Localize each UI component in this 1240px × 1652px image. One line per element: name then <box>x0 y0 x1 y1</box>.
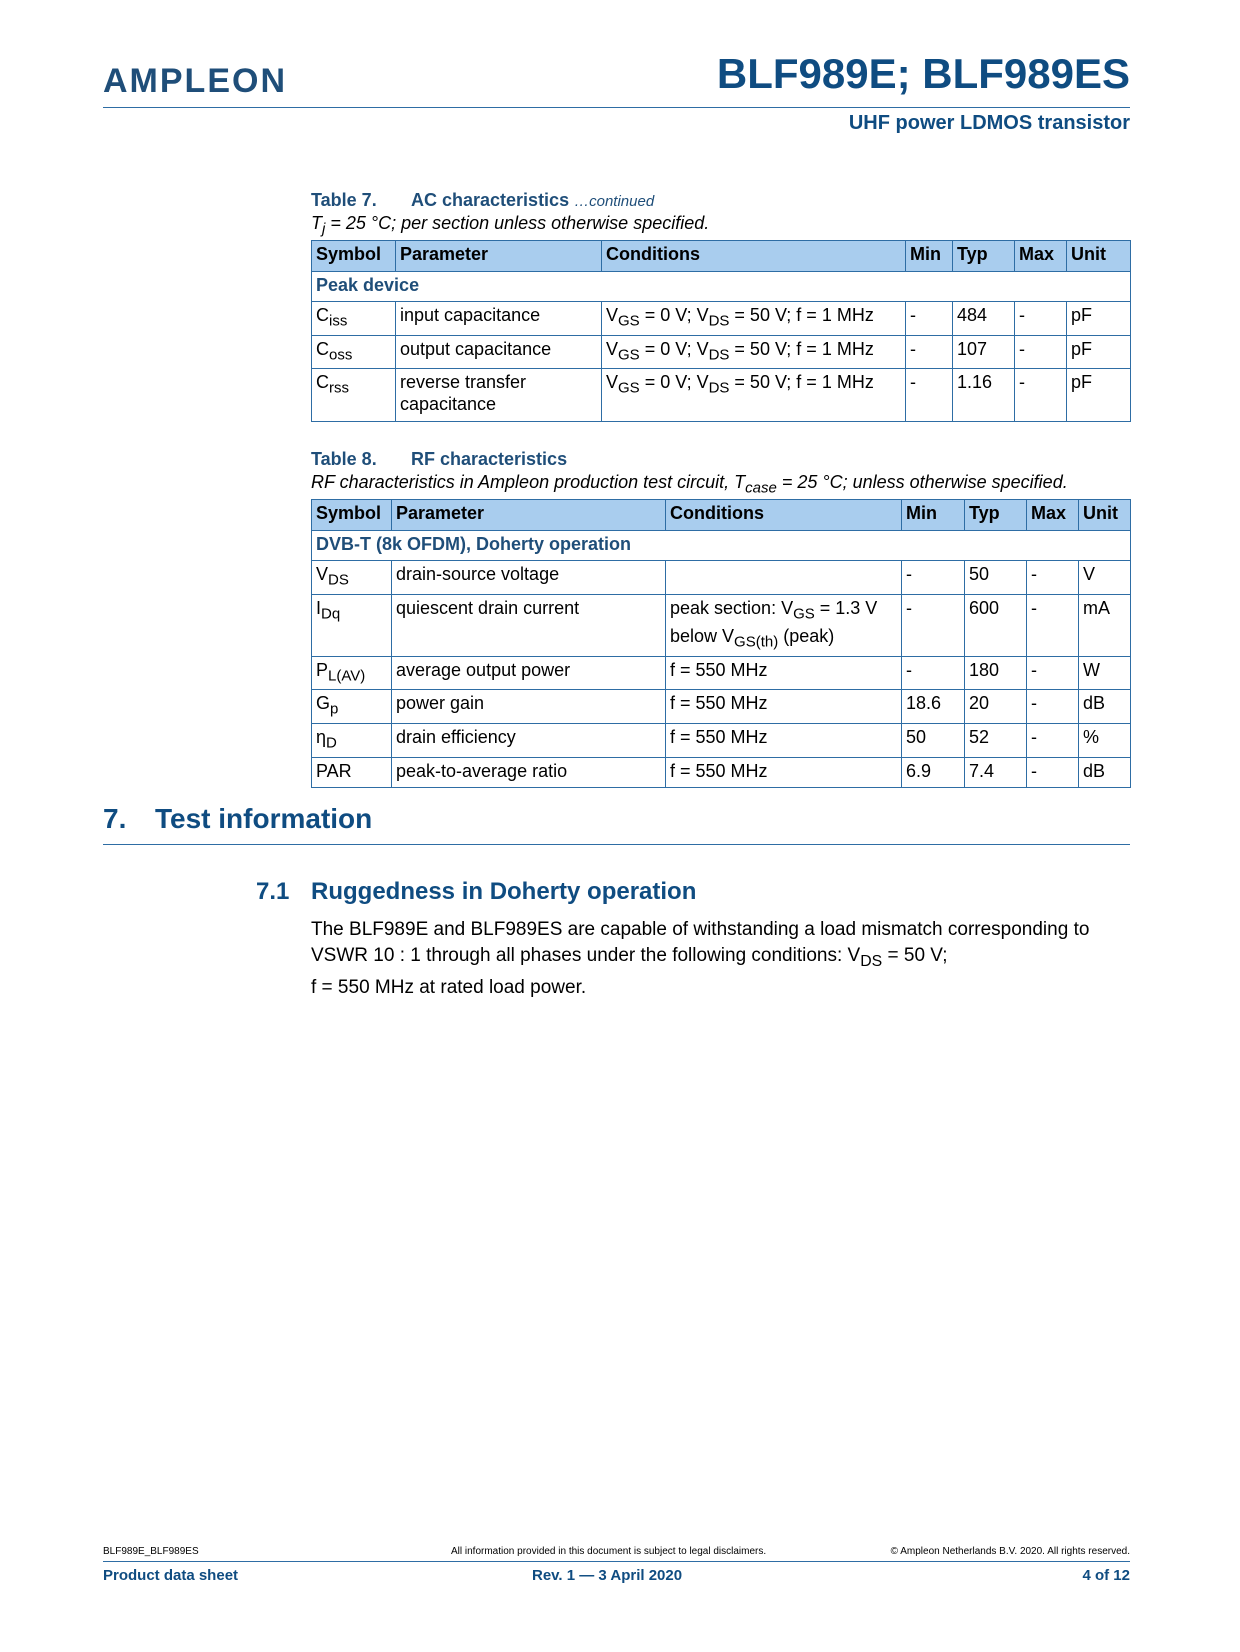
note-subscript: case <box>745 479 777 497</box>
table-header-row <box>312 500 1131 531</box>
header-min: Min <box>902 500 965 531</box>
table7-number: Table 7. <box>311 190 377 210</box>
note-text: = 25 °C; per section unless otherwise specified. <box>325 213 710 233</box>
note-text: = 25 °C; unless otherwise specified. <box>776 472 1068 492</box>
cell-symbol: PAR <box>312 757 392 787</box>
cell-max: - <box>1015 302 1067 336</box>
cell-min: - <box>906 335 953 369</box>
header-symbol: Symbol <box>312 500 392 531</box>
table8-title: RF characteristics <box>411 449 568 469</box>
cell-conditions: f = 550 MHz <box>666 723 902 757</box>
table-header-row <box>312 241 1131 272</box>
section-title: Test information <box>155 803 373 834</box>
cell-max: - <box>1015 369 1067 422</box>
cell-conditions: $V_{GS} = 0$ V; $V_{DS} = 50$ V; f = 1 MHz <box>602 369 906 422</box>
cell-max: - <box>1027 561 1079 595</box>
group-peak-device: Peak device <box>312 272 1131 302</box>
cell-typ: 7.4 <box>965 757 1027 787</box>
cell-parameter: drain efficiency <box>392 723 666 757</box>
header-parameter: Parameter <box>396 241 602 272</box>
cell-symbol: $C_{rss}$ <box>312 369 396 422</box>
cell-parameter: quiescent drain current <box>392 594 666 656</box>
subsection-title: Ruggedness in Doherty operation <box>311 878 697 905</box>
cell-typ: 20 <box>965 690 1027 724</box>
header-max: Max <box>1027 500 1079 531</box>
table7-ac-characteristics <box>311 240 1131 422</box>
document-subtitle: UHF power LDMOS transistor <box>848 112 1130 134</box>
footer-revision: Rev. 1 — 3 April 2020 <box>532 1567 683 1584</box>
cell-symbol: $G_p$ <box>312 690 392 724</box>
cell-conditions: $V_{GS} = 0$ V; $V_{DS} = 50$ V; f = 1 MHz <box>602 335 906 369</box>
table7-continued: …continued <box>574 193 655 210</box>
cell-typ: 180 <box>965 656 1027 690</box>
cell-unit: mA <box>1079 594 1131 656</box>
footer-copyright: © Ampleon Netherlands B.V. 2020. All rights reserved. <box>890 1546 1130 1557</box>
header-typ: Typ <box>965 500 1027 531</box>
group-dvbt-doherty: DVB-T (8k OFDM), Doherty operation <box>312 531 1131 561</box>
table-row <box>312 757 1131 787</box>
subsection-heading <box>256 878 696 906</box>
cell-parameter: power gain <box>392 690 666 724</box>
cell-max: - <box>1015 335 1067 369</box>
cell-min: - <box>902 594 965 656</box>
cell-conditions: f = 550 MHz <box>666 656 902 690</box>
cell-max: - <box>1027 757 1079 787</box>
cell-max: - <box>1027 656 1079 690</box>
table8-number: Table 8. <box>311 449 377 469</box>
cell-unit: dB <box>1079 757 1131 787</box>
table-row <box>312 656 1131 690</box>
note-text: RF characteristics in Ampleon production test circuit, T <box>311 472 746 492</box>
cell-parameter: reverse transfer capacitance <box>396 369 602 422</box>
cell-conditions: $V_{GS} = 0$ V; $V_{DS} = 50$ V; f = 1 MHz <box>602 302 906 336</box>
table-group-row <box>312 531 1131 561</box>
cell-conditions: f = 550 MHz <box>666 690 902 724</box>
document-title: BLF989E; BLF989ES <box>716 50 1130 97</box>
cell-typ: 600 <box>965 594 1027 656</box>
cell-conditions: peak section: $V_{GS} = 1.3$ V below $V_{GS(th)}$ (peak) <box>666 594 902 656</box>
table7-title: AC characteristics <box>411 190 570 210</box>
cell-parameter: peak-to-average ratio <box>392 757 666 787</box>
section-divider <box>103 844 1130 845</box>
note-subscript: j <box>322 220 326 238</box>
cell-unit: % <box>1079 723 1131 757</box>
cell-typ: 52 <box>965 723 1027 757</box>
table-row <box>312 369 1131 422</box>
cell-unit: W <box>1079 656 1131 690</box>
paragraph-text: = 50 V; <box>882 945 948 966</box>
footer-doc-type: Product data sheet <box>103 1567 239 1584</box>
header-parameter: Parameter <box>392 500 666 531</box>
table8-rf-characteristics <box>311 499 1131 788</box>
section-number: 7. <box>103 803 127 834</box>
footer-divider <box>103 1561 1130 1562</box>
cell-typ: 1.16 <box>953 369 1015 422</box>
cell-unit: pF <box>1067 369 1131 422</box>
header-typ: Typ <box>953 241 1015 272</box>
subsection-number: 7.1 <box>256 878 290 905</box>
table-row <box>312 690 1131 724</box>
table-row <box>312 723 1131 757</box>
header-divider <box>103 107 1130 108</box>
cell-parameter: output capacitance <box>396 335 602 369</box>
table7-caption <box>311 190 654 211</box>
cell-min: - <box>902 656 965 690</box>
cell-symbol: $C_{iss}$ <box>312 302 396 336</box>
cell-min: 50 <box>902 723 965 757</box>
cell-min: 6.9 <box>902 757 965 787</box>
cell-symbol: $V_{DS}$ <box>312 561 392 595</box>
header-unit: Unit <box>1079 500 1131 531</box>
footer-disclaimer: All information provided in this document is subject to legal disclaimers. <box>451 1546 767 1557</box>
table-row <box>312 302 1131 336</box>
paragraph-subscript: DS <box>860 952 883 970</box>
cell-max: - <box>1027 690 1079 724</box>
header-unit: Unit <box>1067 241 1131 272</box>
note-text: T <box>311 213 322 233</box>
cell-parameter: drain-source voltage <box>392 561 666 595</box>
cell-min: - <box>902 561 965 595</box>
header-max: Max <box>1015 241 1067 272</box>
table-group-row <box>312 272 1131 302</box>
cell-parameter: input capacitance <box>396 302 602 336</box>
cell-typ: 484 <box>953 302 1015 336</box>
cell-min: - <box>906 369 953 422</box>
cell-symbol: $P_{L(AV)}$ <box>312 656 392 690</box>
body-paragraph <box>311 917 1131 1001</box>
cell-typ: 107 <box>953 335 1015 369</box>
cell-symbol: $I_{Dq}$ <box>312 594 392 656</box>
cell-min: 18.6 <box>902 690 965 724</box>
paragraph-text: f = 550 MHz at rated load power. <box>311 976 587 998</box>
header-conditions: Conditions <box>602 241 906 272</box>
table-row <box>312 335 1131 369</box>
cell-unit: pF <box>1067 302 1131 336</box>
cell-parameter: average output power <box>392 656 666 690</box>
table-row <box>312 561 1131 595</box>
header-min: Min <box>906 241 953 272</box>
cell-symbol: $\eta_D$ <box>312 723 392 757</box>
cell-min: - <box>906 302 953 336</box>
cell-conditions <box>666 561 902 595</box>
cell-max: - <box>1027 594 1079 656</box>
ampleon-logo: AMPLEON <box>103 62 287 100</box>
cell-unit: V <box>1079 561 1131 595</box>
paragraph-text: The BLF989E and BLF989ES are capable of withstanding a load mismatch corresponding to VSWR 10 : 1 through all phases under the following conditions: V <box>311 919 1090 966</box>
cell-symbol: $C_{oss}$ <box>312 335 396 369</box>
section-heading <box>103 803 372 835</box>
cell-typ: 50 <box>965 561 1027 595</box>
cell-conditions: f = 550 MHz <box>666 757 902 787</box>
cell-unit: pF <box>1067 335 1131 369</box>
cell-unit: dB <box>1079 690 1131 724</box>
table7-note <box>311 213 709 238</box>
header-conditions: Conditions <box>666 500 902 531</box>
footer-doc-id: BLF989E_BLF989ES <box>103 1546 199 1557</box>
footer-page-number: 4 of 12 <box>1082 1567 1130 1584</box>
header-symbol: Symbol <box>312 241 396 272</box>
table8-caption <box>311 449 567 470</box>
table8-note <box>311 472 1068 497</box>
cell-max: - <box>1027 723 1079 757</box>
table-row <box>312 594 1131 656</box>
